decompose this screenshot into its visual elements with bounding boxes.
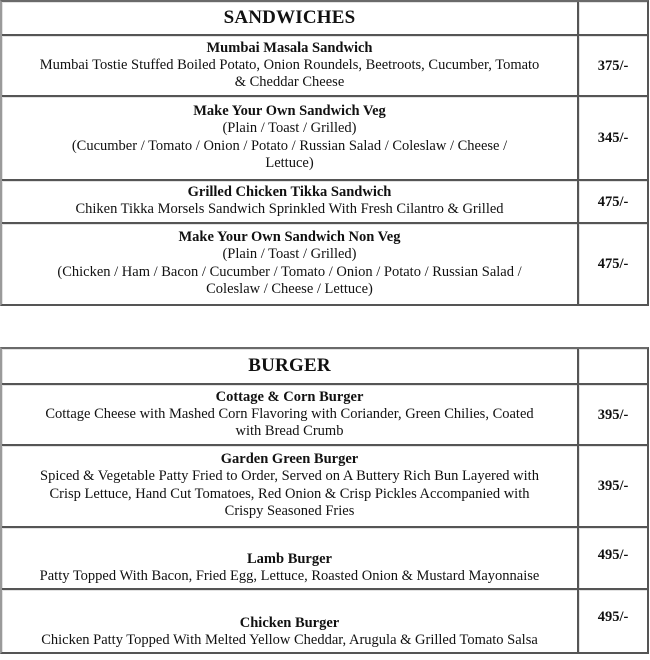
- menu-item-price-cell: [579, 36, 647, 97]
- menu-item-price: 495/-: [597, 609, 629, 625]
- menu-item-price-cell: [579, 590, 647, 652]
- menu-item-description: Spiced & Vegetable Patty Fried to Order, Served on A Buttery Rich Bun Layered with: [40, 468, 539, 485]
- section-price-header-cell: [579, 349, 647, 385]
- menu-item-row: [2, 528, 647, 590]
- menu-item-price: 345/-: [597, 130, 629, 146]
- menu-item-name: Make Your Own Sandwich Veg: [193, 103, 386, 120]
- menu-item-price: 375/-: [597, 57, 629, 74]
- menu-item-price: 475/-: [597, 256, 629, 272]
- menu-item-row: [2, 385, 647, 446]
- menu-item-description: Chiken Tikka Morsels Sandwich Sprinkled With Fresh Cilantro & Grilled: [75, 201, 504, 218]
- menu-item-price-cell: [579, 446, 647, 528]
- section-header-row: [2, 349, 647, 385]
- menu-item-name: Grilled Chicken Tikka Sandwich: [187, 184, 392, 201]
- menu-item-price-cell: [579, 385, 647, 446]
- menu-item-description: Coleslaw / Cheese / Lettuce): [206, 281, 373, 298]
- menu-item-description: Mumbai Tostie Stuffed Boiled Potato, Onion Roundels, Beetroots, Cucumber, Tomato: [39, 56, 540, 73]
- menu-item-description: Crisp Lettuce, Hand Cut Tomatoes, Red Onion & Crisp Pickles Accompanied with: [49, 485, 530, 502]
- menu-item-name: Lamb Burger: [247, 550, 332, 567]
- menu-item-price: 395/-: [597, 478, 629, 494]
- section-header-row: [2, 2, 647, 36]
- menu-item-name: Mumbai Masala Sandwich: [206, 39, 373, 56]
- menu-item-price: 475/-: [597, 193, 629, 210]
- menu-item-row: [2, 36, 647, 97]
- menu-item-description: with Bread Crumb: [235, 423, 344, 439]
- menu-item-name: Chicken Burger: [239, 614, 340, 631]
- menu-item-row: [2, 97, 647, 181]
- menu-item-description: (Plain / Toast / Grilled): [222, 246, 357, 263]
- menu-item-price: 395/-: [597, 406, 629, 423]
- menu-item-description-cell: [2, 385, 579, 446]
- menu-item-description-cell: [2, 528, 579, 590]
- menu-item-price-cell: [579, 528, 647, 590]
- section-title: BURGER: [248, 355, 331, 376]
- menu-item-description: Lettuce): [265, 155, 314, 172]
- menu-item-description-cell: [2, 446, 579, 528]
- menu-item-name: Garden Green Burger: [220, 451, 359, 468]
- menu-item-row: [2, 590, 647, 652]
- menu-item-description: & Cheddar Cheese: [234, 74, 345, 90]
- menu-item-description-cell: [2, 181, 579, 224]
- menu-item-description: (Plain / Toast / Grilled): [222, 120, 357, 137]
- menu-item-description-cell: [2, 590, 579, 652]
- section-price-header-cell: [579, 2, 647, 36]
- section-title-cell: [2, 349, 579, 385]
- menu-item-description: (Chicken / Ham / Bacon / Cucumber / Tomato / Onion / Potato / Russian Salad /: [57, 263, 522, 280]
- menu-item-description: Crispy Seasoned Fries: [224, 503, 355, 520]
- menu-item-description: Cottage Cheese with Mashed Corn Flavoring with Coriander, Green Chilies, Coated: [45, 405, 534, 422]
- sandwiches-menu-table: [0, 0, 649, 306]
- menu-item-name: Make Your Own Sandwich Non Veg: [178, 229, 401, 246]
- menu-item-description: Patty Topped With Bacon, Fried Egg, Lettuce, Roasted Onion & Mustard Mayonnaise: [39, 567, 540, 584]
- menu-item-description-cell: [2, 97, 579, 181]
- menu-item-description-cell: [2, 36, 579, 97]
- menu-item-row: [2, 224, 647, 304]
- burger-menu-table: [0, 347, 649, 654]
- menu-item-description: (Cucumber / Tomato / Onion / Potato / Russian Salad / Coleslaw / Cheese /: [71, 137, 508, 154]
- menu-item-price: 495/-: [597, 547, 629, 563]
- menu-item-row: [2, 181, 647, 224]
- section-title-cell: [2, 2, 579, 36]
- menu-item-description-cell: [2, 224, 579, 304]
- menu-item-row: [2, 446, 647, 528]
- menu-item-description: Chicken Patty Topped With Melted Yellow Cheddar, Arugula & Grilled Tomato Salsa: [41, 631, 538, 648]
- menu-item-price-cell: [579, 181, 647, 224]
- menu-item-price-cell: [579, 224, 647, 304]
- section-title: SANDWICHES: [223, 7, 356, 28]
- menu-item-price-cell: [579, 97, 647, 181]
- menu-item-name: Cottage & Corn Burger: [215, 388, 364, 405]
